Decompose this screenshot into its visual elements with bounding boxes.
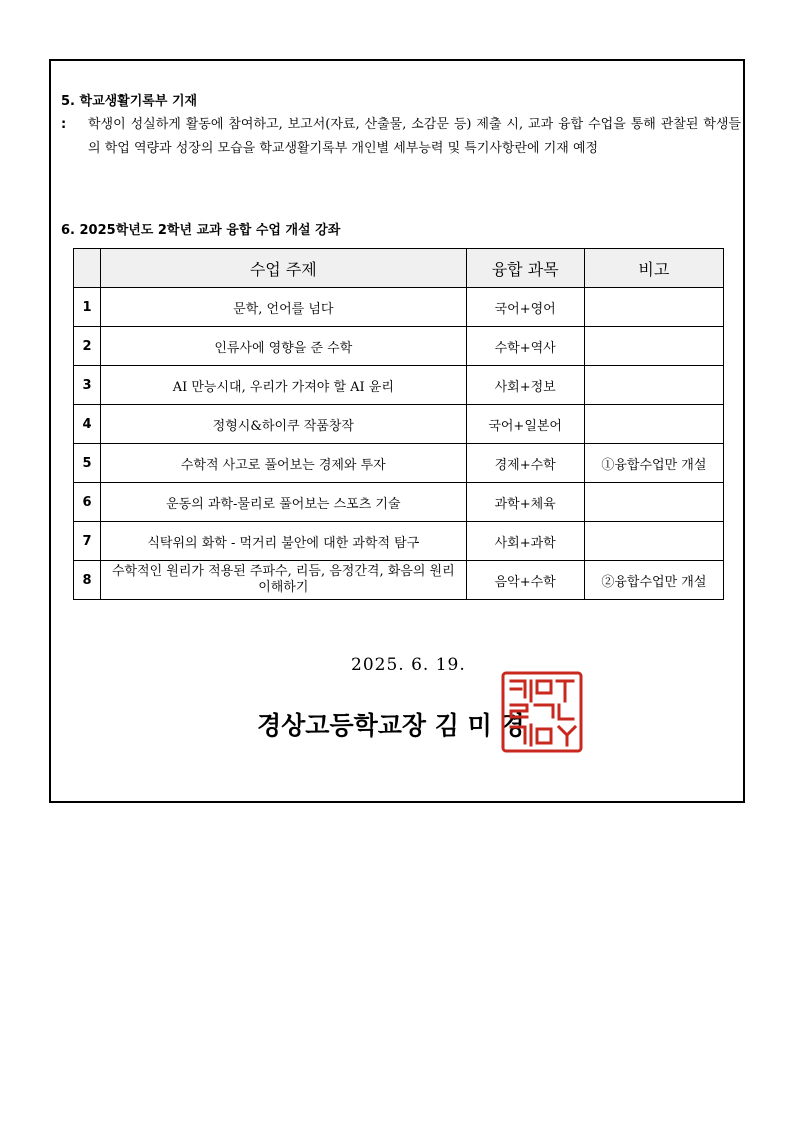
row-topic: 식탁위의 화학 - 먹거리 불안에 대한 과학적 탐구 <box>101 522 467 561</box>
row-num: 2 <box>74 327 101 366</box>
section5-body <box>61 113 741 161</box>
row-topic: 문학, 언어를 넘다 <box>101 288 467 327</box>
row-subjects: 국어+영어 <box>466 288 584 327</box>
table-row <box>74 327 724 366</box>
row-subjects: 사회+정보 <box>466 366 584 405</box>
row-num: 8 <box>74 561 101 600</box>
row-note <box>584 405 723 444</box>
row-note <box>584 522 723 561</box>
course-table <box>73 248 724 600</box>
official-seal-icon <box>501 671 583 753</box>
row-topic: 수학적 사고로 풀어보는 경제와 투자 <box>101 444 467 483</box>
row-num: 7 <box>74 522 101 561</box>
header-topic: 수업 주제 <box>101 249 467 288</box>
row-num: 5 <box>74 444 101 483</box>
row-subjects: 사회+과학 <box>466 522 584 561</box>
table-header-row <box>74 249 724 288</box>
row-num: 6 <box>74 483 101 522</box>
row-subjects: 경제+수학 <box>466 444 584 483</box>
row-topic: 수학적인 원리가 적용된 주파수, 리듬, 음정간격, 화음의 원리 이해하기 <box>101 561 467 600</box>
row-subjects: 수학+역사 <box>466 327 584 366</box>
row-topic: AI 만능시대, 우리가 가져야 할 AI 윤리 <box>101 366 467 405</box>
table-row <box>74 444 724 483</box>
table-row <box>74 366 724 405</box>
table-row <box>74 561 724 600</box>
section5-colon: : <box>61 117 67 132</box>
row-note: ②융합수업만 개설 <box>584 561 723 600</box>
row-num: 1 <box>74 288 101 327</box>
table-row <box>74 288 724 327</box>
section5-paragraph: 학생이 성실하게 활동에 참여하고, 보고서(자료, 산출물, 소감문 등) 제출 시, 교과 융합 수업을 통해 관찰된 학생들의 학업 역량과 성장의 모습을 학교생활기록부 개인별 세부능력 및 특기사항란에 기재 예정 <box>88 117 741 156</box>
document-frame <box>49 59 745 803</box>
row-topic: 운동의 과학-물리로 풀어보는 스포츠 기술 <box>101 483 467 522</box>
row-note <box>584 483 723 522</box>
header-num <box>74 249 101 288</box>
row-num: 4 <box>74 405 101 444</box>
document-date: 2025. 6. 19. <box>351 655 466 675</box>
header-subjects: 융합 과목 <box>466 249 584 288</box>
row-note: ①융합수업만 개설 <box>584 444 723 483</box>
row-note <box>584 327 723 366</box>
row-note <box>584 366 723 405</box>
signer-name: 경상고등학교장 김 미 경 <box>257 711 525 740</box>
row-topic: 정형시&하이쿠 작품창작 <box>101 405 467 444</box>
row-subjects: 국어+일본어 <box>466 405 584 444</box>
table-row <box>74 405 724 444</box>
table-row <box>74 522 724 561</box>
row-topic: 인류사에 영향을 준 수학 <box>101 327 467 366</box>
row-note <box>584 288 723 327</box>
table-row <box>74 483 724 522</box>
row-subjects: 음악+수학 <box>466 561 584 600</box>
section6-title: 6. 2025학년도 2학년 교과 융합 수업 개설 강좌 <box>61 223 341 238</box>
header-note: 비고 <box>584 249 723 288</box>
row-subjects: 과학+체육 <box>466 483 584 522</box>
section5-title: 5. 학교생활기록부 기재 <box>61 94 198 109</box>
row-num: 3 <box>74 366 101 405</box>
